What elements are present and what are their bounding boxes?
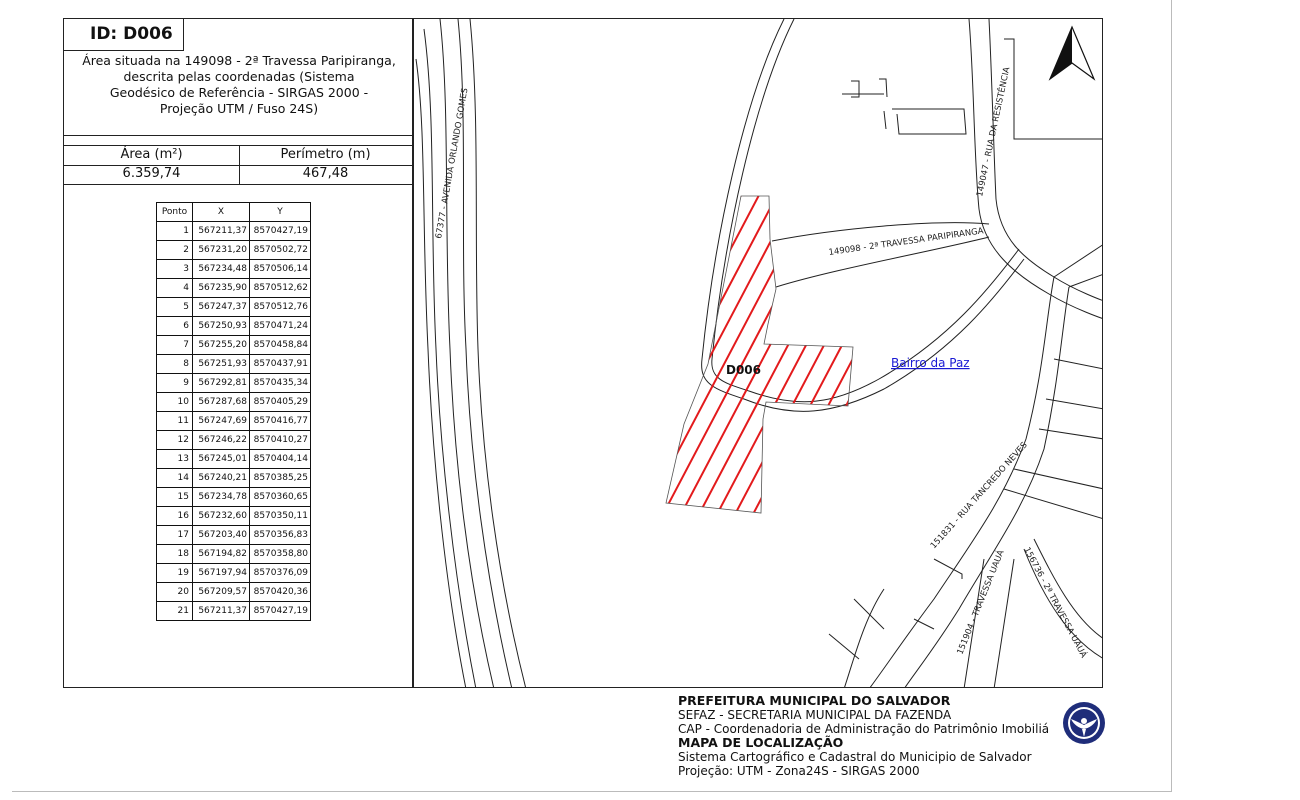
table-row (157, 222, 311, 241)
point-number: 17 (157, 526, 193, 545)
x-coordinate: 567203,40 (193, 526, 250, 545)
table-row (157, 602, 311, 621)
city-seal-icon (1062, 701, 1106, 745)
point-number: 9 (157, 374, 193, 393)
table-row (157, 412, 311, 431)
neighborhood-label[interactable]: Bairro da Paz (891, 356, 970, 370)
area-header-row (64, 146, 412, 164)
point-number: 2 (157, 241, 193, 260)
y-coordinate: 8570512,62 (250, 279, 311, 298)
col-header-y: Y (250, 203, 311, 222)
point-number: 1 (157, 222, 193, 241)
north-arrow-icon (1050, 27, 1094, 79)
x-coordinate: 567234,48 (193, 260, 250, 279)
table-row (157, 545, 311, 564)
area-value-row (64, 165, 412, 183)
table-row (157, 431, 311, 450)
road-label-avenida: 67377 - AVENIDA ORLANDO GOMES (434, 87, 471, 240)
y-coordinate: 8570506,14 (250, 260, 311, 279)
table-row (157, 488, 311, 507)
x-coordinate: 567247,69 (193, 412, 250, 431)
point-number: 7 (157, 336, 193, 355)
table-row (157, 564, 311, 583)
y-coordinate: 8570356,83 (250, 526, 311, 545)
y-coordinate: 8570358,80 (250, 545, 311, 564)
point-number: 11 (157, 412, 193, 431)
divider (64, 184, 412, 185)
table-row (157, 260, 311, 279)
parcel-d006[interactable] (524, 159, 1012, 539)
parcel-description: Área situada na 149098 - 2ª Travessa Paripiranga, descrita pelas coordenadas (Sistema Geodésico de Referência - SIRGAS 2000 - Projeção UTM / Fuso 24S) (82, 53, 396, 116)
y-coordinate: 8570385,25 (250, 469, 311, 488)
table-row (157, 469, 311, 488)
parcel-id: ID: D006 (64, 19, 184, 51)
x-coordinate: 567287,68 (193, 393, 250, 412)
point-number: 20 (157, 583, 193, 602)
point-number: 19 (157, 564, 193, 583)
y-coordinate: 8570458,84 (250, 336, 311, 355)
x-coordinate: 567211,37 (193, 222, 250, 241)
x-coordinate: 567194,82 (193, 545, 250, 564)
avenida-road (416, 19, 526, 688)
x-coordinate: 567211,37 (193, 602, 250, 621)
parcel-label: D006 (726, 363, 762, 377)
table-row (157, 450, 311, 469)
table-row (157, 355, 311, 374)
location-map[interactable] (413, 18, 1103, 688)
col-header-ponto: Ponto (157, 203, 193, 222)
point-number: 10 (157, 393, 193, 412)
table-row (157, 279, 311, 298)
point-number: 16 (157, 507, 193, 526)
col-header-x: X (193, 203, 250, 222)
y-coordinate: 8570512,76 (250, 298, 311, 317)
y-coordinate: 8570420,36 (250, 583, 311, 602)
perimeter-value: 467,48 (302, 166, 349, 181)
point-number: 4 (157, 279, 193, 298)
table-header-row (157, 203, 311, 222)
table-row (157, 507, 311, 526)
y-coordinate: 8570435,34 (250, 374, 311, 393)
point-number: 12 (157, 431, 193, 450)
x-coordinate: 567250,93 (193, 317, 250, 336)
y-coordinate: 8570405,29 (250, 393, 311, 412)
x-coordinate: 567235,90 (193, 279, 250, 298)
divider (64, 135, 412, 136)
y-coordinate: 8570427,19 (250, 602, 311, 621)
footer-system: Sistema Cartográfico e Cadastral do Municipio de Salvador (678, 750, 1032, 764)
x-coordinate: 567245,01 (193, 450, 250, 469)
divider (239, 145, 240, 184)
x-coordinate: 567240,21 (193, 469, 250, 488)
x-coordinate: 567234,78 (193, 488, 250, 507)
point-number: 13 (157, 450, 193, 469)
x-coordinate: 567247,37 (193, 298, 250, 317)
area-header: Área (m²) (120, 147, 183, 162)
x-coordinate: 567232,60 (193, 507, 250, 526)
table-row (157, 526, 311, 545)
table-row (157, 393, 311, 412)
x-coordinate: 567251,93 (193, 355, 250, 374)
road-label-resistencia: 149047 - RUA DA RESISTÊNCIA (975, 66, 1013, 198)
table-row (157, 317, 311, 336)
point-number: 21 (157, 602, 193, 621)
x-coordinate: 567246,22 (193, 431, 250, 450)
footer-title: MAPA DE LOCALIZAÇÃO (678, 735, 844, 750)
x-coordinate: 567197,94 (193, 564, 250, 583)
footer-org: PREFEITURA MUNICIPAL DO SALVADOR (678, 693, 951, 708)
point-number: 18 (157, 545, 193, 564)
table-row (157, 241, 311, 260)
point-number: 14 (157, 469, 193, 488)
y-coordinate: 8570427,19 (250, 222, 311, 241)
x-coordinate: 567255,20 (193, 336, 250, 355)
point-number: 6 (157, 317, 193, 336)
map-canvas (414, 19, 1103, 688)
map-footer (678, 694, 1098, 778)
coordinates-table (156, 202, 311, 621)
x-coordinate: 567292,81 (193, 374, 250, 393)
point-number: 5 (157, 298, 193, 317)
local-roads (702, 19, 1024, 411)
footer-cap: CAP - Coordenadoria de Administração do Patrimônio Imobiliá (678, 722, 1050, 736)
footer-sefaz: SEFAZ - SECRETARIA MUNICIPAL DA FAZENDA (678, 708, 952, 722)
y-coordinate: 8570350,11 (250, 507, 311, 526)
area-value: 6.359,74 (122, 166, 181, 181)
footer-projection: Projeção: UTM - Zona24S - SIRGAS 2000 (678, 764, 920, 778)
road-label-paripiranga: 149098 - 2ª TRAVESSA PARIPIRANGA (828, 226, 985, 258)
y-coordinate: 8570376,09 (250, 564, 311, 583)
road-label-uaua2: 156736 - 2ª TRAVESSA UAUÁ (1021, 545, 1089, 660)
y-coordinate: 8570416,77 (250, 412, 311, 431)
perimeter-header: Perímetro (m) (280, 147, 371, 162)
y-coordinate: 8570437,91 (250, 355, 311, 374)
y-coordinate: 8570471,24 (250, 317, 311, 336)
table-row (157, 374, 311, 393)
table-row (157, 298, 311, 317)
road-label-uaua: 151904 - TRAVESSA UAUÁ (955, 548, 1007, 657)
y-coordinate: 8570502,72 (250, 241, 311, 260)
point-number: 3 (157, 260, 193, 279)
x-coordinate: 567231,20 (193, 241, 250, 260)
x-coordinate: 567209,57 (193, 583, 250, 602)
table-row (157, 336, 311, 355)
point-number: 15 (157, 488, 193, 507)
road-label-tancredo: 151831 - RUA TANCREDO NEVES (928, 440, 1030, 552)
right-roads (829, 19, 1103, 688)
y-coordinate: 8570360,65 (250, 488, 311, 507)
point-number: 8 (157, 355, 193, 374)
y-coordinate: 8570404,14 (250, 450, 311, 469)
table-row (157, 583, 311, 602)
y-coordinate: 8570410,27 (250, 431, 311, 450)
info-panel (63, 18, 413, 688)
